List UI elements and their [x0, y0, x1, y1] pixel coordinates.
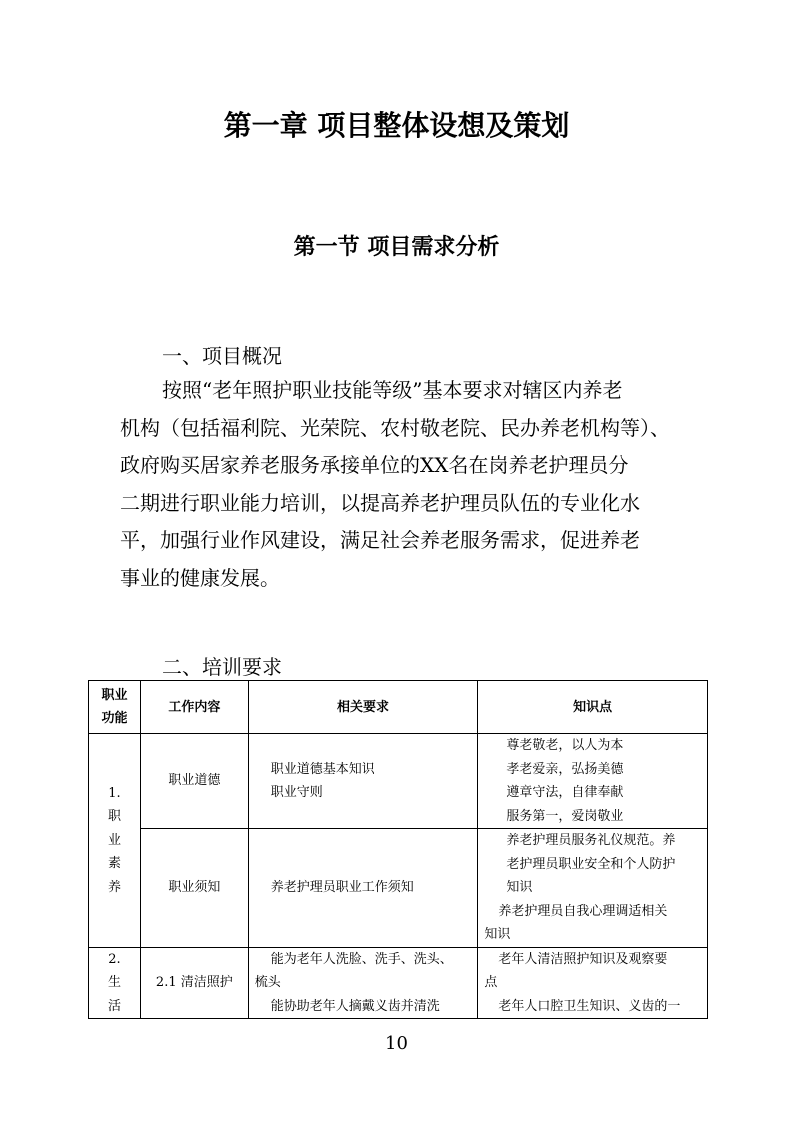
- header-function: 职业 功能: [89, 681, 141, 734]
- paragraph-line: 二期进行职业能力培训，以提高养老护理员队伍的专业化水: [120, 490, 640, 515]
- overview-paragraph: [120, 372, 680, 597]
- table-header-row: [89, 681, 708, 734]
- table-row: [89, 947, 708, 1019]
- heading-training-requirements: 二、培训要求: [162, 655, 282, 679]
- paragraph-line: 政府购买居家养老服务承接单位的XX名在岗养老护理员分: [120, 453, 629, 477]
- paragraph-line: 事业的健康发展。: [120, 565, 280, 590]
- header-knowledge: 知识点: [478, 681, 708, 734]
- paragraph-line: 平，加强行业作风建设，满足社会养老服务需求，促进养老: [120, 528, 640, 552]
- work-cell: 职业道德: [140, 734, 248, 829]
- table-row: [89, 734, 708, 829]
- section-title: 第一节 项目需求分析: [293, 234, 500, 260]
- work-cell: 职业须知: [140, 829, 248, 948]
- chapter-title: 第一章 项目整体设想及策划: [223, 109, 570, 142]
- table-row: [89, 829, 708, 948]
- work-cell: 2.1 清洁照护: [140, 947, 248, 1019]
- header-work: 工作内容: [140, 681, 248, 734]
- requirements-cell: 能为老年人洗脸、洗手、洗头、 梳头 能协助老年人摘戴义齿并清洗: [248, 947, 478, 1019]
- knowledge-cell: 老年人清洁照护知识及观察要 点 老年人口腔卫生知识、义齿的一: [478, 947, 708, 1019]
- header-requirements: 相关要求: [248, 681, 478, 734]
- paragraph-line: 机构（包括福利院、光荣院、农村敬老院、民办养老机构等）、: [120, 415, 670, 440]
- knowledge-cell: 养老护理员服务礼仪规范。养 老护理员职业安全和个人防护 知识 养老护理员自我心理调适相关 知识: [478, 829, 708, 948]
- requirements-cell: 养老护理员职业工作须知: [248, 829, 478, 948]
- knowledge-cell: 尊老敬老，以人为本 孝老爱亲，弘扬美德 遵章守法，自律奉献 服务第一，爱岗敬业: [478, 734, 708, 829]
- function-cell: 1. 职 业 素 养: [89, 734, 141, 948]
- page-number: 10: [385, 1033, 408, 1054]
- training-table: [88, 680, 708, 1019]
- heading-project-overview: 一、项目概况: [162, 344, 282, 368]
- function-cell: 2. 生 活: [89, 947, 141, 1019]
- paragraph-line: 按照“老年照护职业技能等级”基本要求对辖区内养老: [162, 378, 623, 402]
- requirements-cell: 职业道德基本知识 职业守则: [248, 734, 478, 829]
